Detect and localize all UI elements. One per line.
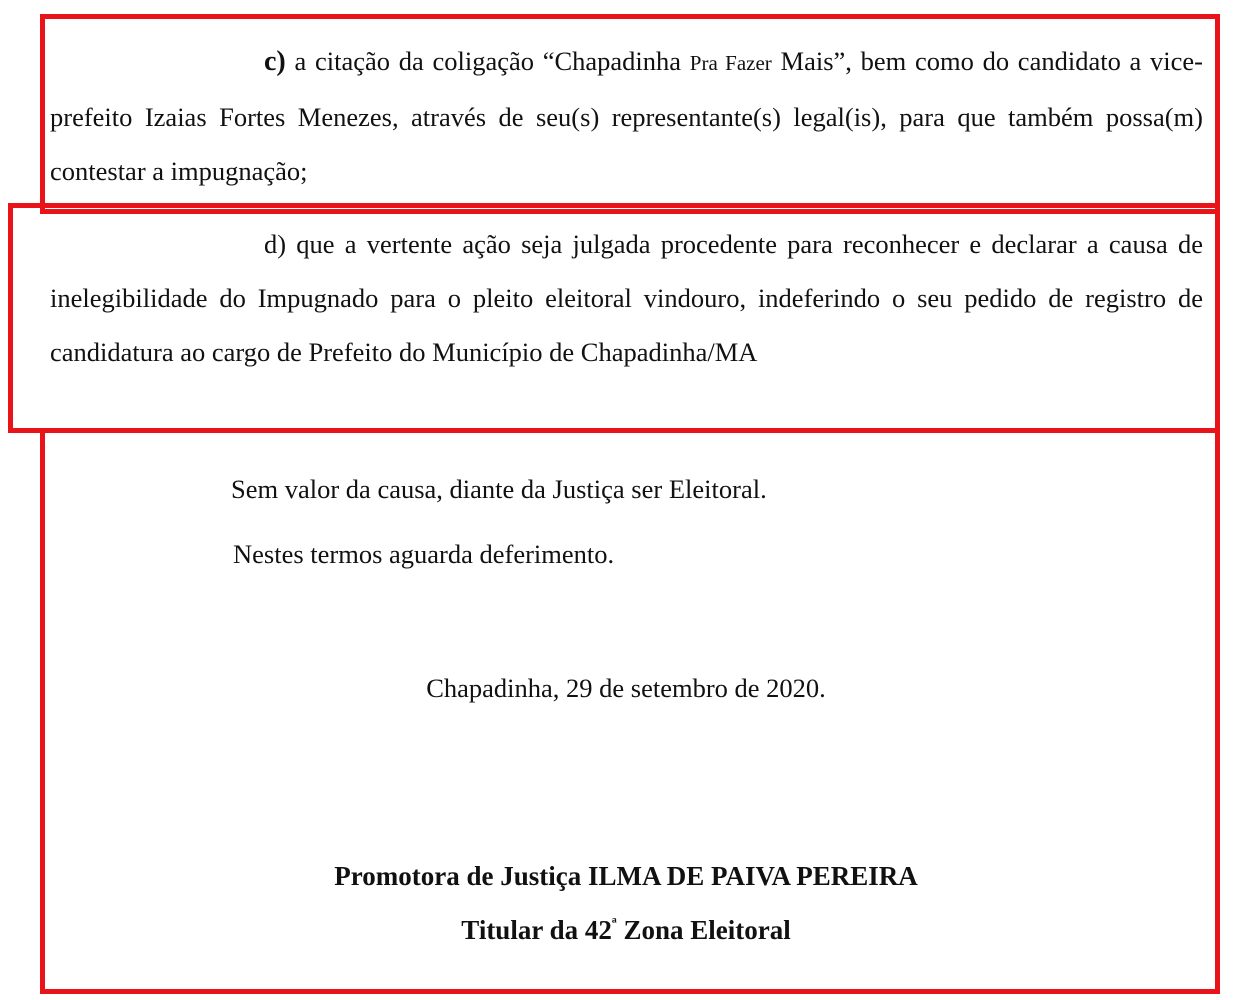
highlight-box-closing	[40, 428, 1220, 994]
item-c-text-after: Mais”, bem como do candidato a vice-prefeito Izaias Fortes Menezes, através de seu(s) representante(s) legal(is), para que também possa(m) contestar a impugnação;	[50, 46, 1203, 186]
signature-title-sup: ª	[611, 915, 617, 933]
closing-valor-causa: Sem valor da causa, diante da Justiça ser Eleitoral.	[231, 474, 767, 504]
closing-termos: Nestes termos aguarda deferimento.	[233, 539, 615, 569]
item-d-text: d) que a vertente ação seja julgada procedente para reconhecer e declarar a causa de inelegibilidade do Impugnado para o pleito eleitoral vindouro, indeferindo o seu pedido de registro de candidatura ao cargo de Prefeito do Município de Chapadinha/MA	[50, 229, 1203, 367]
signature-title-suffix: Zona Eleitoral	[616, 915, 791, 945]
signature-name: Promotora de Justiça ILMA DE PAIVA PEREIRA	[334, 861, 918, 891]
signature-title-prefix: Titular da 42	[461, 915, 612, 945]
paragraph-item-c	[50, 34, 1203, 198]
item-c-marker: c)	[264, 46, 286, 77]
item-c-text-small: Pra Fazer	[689, 51, 772, 75]
cut-off-previous-line	[40, 0, 240, 8]
place-date: Chapadinha, 29 de setembro de 2020.	[426, 673, 826, 703]
item-c-text-before: a citação da coligação “Chapadinha	[285, 46, 690, 76]
paragraph-item-d	[50, 217, 1203, 379]
signature-title	[0, 912, 1242, 948]
